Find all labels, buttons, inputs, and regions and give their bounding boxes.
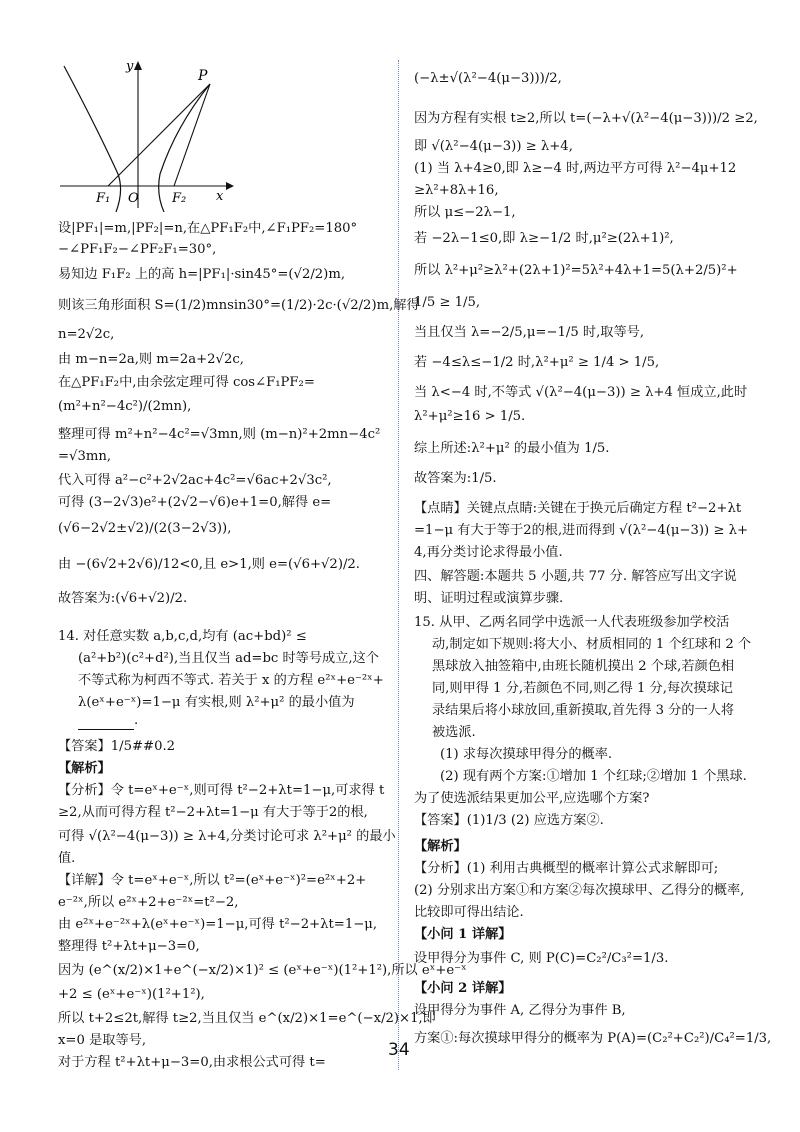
text-line: 为了使选派结果更加公平,应选哪个方案? — [414, 791, 650, 806]
text-line: 被选派. — [432, 725, 476, 740]
text-line: 即 √(λ²−4(μ−3)) ≥ λ+4, — [414, 139, 573, 154]
text-line: (a²+b²)(c²+d²),当且仅当 ad=bc 时等号成立,这个 — [78, 651, 379, 666]
text-line: 4,再分类讨论求得最小值. — [414, 545, 563, 560]
answer-blank-line: . — [78, 712, 138, 730]
text-line: 明、证明过程或演算步骤. — [414, 591, 564, 606]
text-line: 【小问 1 详解】 — [414, 927, 512, 942]
text-line: 四、解答题:本题共 5 小题,共 77 分. 解答应写出文字说 — [414, 569, 737, 584]
text-line: 【答案】1/5##0.2 — [58, 739, 176, 754]
text-line: 方案①:每次摸球甲得分的概率为 P(A)=(C₂²+C₂²)/C₄²=1/3, — [414, 1031, 772, 1046]
text-line: (m²+n²−4c²)/(2mn), — [58, 399, 192, 414]
text-line: 比较即可得出结论. — [414, 905, 524, 920]
x-axis-label: x — [216, 189, 224, 204]
origin-label: O — [128, 191, 139, 206]
text-line: 当 λ<−4 时,不等式 √(λ²−4(μ−3)) ≥ λ+4 恒成立,此时 — [414, 385, 748, 400]
text-line: 所以 t+2≤2t,解得 t≥2,当且仅当 e^(x/2)×1=e^(−x/2)×1,即 — [58, 1011, 436, 1026]
text-line: 黑球放入抽签箱中,由班长随机摸出 2 个球,若颜色相 — [432, 659, 735, 674]
text-line: 故答案为:(√6+√2)/2. — [58, 591, 188, 606]
text-line: 15. 从甲、乙两名同学中选派一人代表班级参加学校活 — [414, 615, 730, 630]
text-line: 代入可得 a²−c²+2√2ac+4c²=√6ac+2√3c², — [58, 473, 332, 488]
hyperbola-left-branch — [64, 66, 121, 212]
text-line: 由 −(6√2+2√6)/12<0,且 e>1,则 e=(√6+√2)/2. — [58, 557, 360, 572]
text-line: 所以 λ²+μ²≥λ²+(2λ+1)²=5λ²+4λ+1=5(λ+2/5)²+ — [414, 263, 738, 278]
text-line: 设|PF₁|=m,|PF₂|=n,在△PF₁F₂中,∠F₁PF₂=180° — [58, 221, 358, 236]
text-line: e⁻²ˣ,所以 e²ˣ+2+e⁻²ˣ=t²−2, — [58, 895, 239, 910]
text-line: +2 ≤ (eˣ+e⁻ˣ)(1²+1²), — [58, 987, 205, 1002]
text-line: 值. — [58, 851, 76, 866]
answer-blank — [78, 717, 134, 730]
text-line: x=0 是取等号, — [58, 1033, 147, 1048]
text-line: 故答案为:1/5. — [414, 471, 497, 486]
text-line: −∠PF₁F₂−∠PF₂F₁=30°, — [58, 242, 217, 257]
text-line: 整理可得 m²+n²−4c²=√3mn,则 (m−n)²+2mn−4c² — [58, 427, 381, 442]
text-line: 同,则甲得 1 分,若颜色不同,则乙得 1 分,每次摸球记 — [432, 681, 733, 696]
text-line: 不等式称为柯西不等式. 若关于 x 的方程 e²ˣ+e⁻²ˣ+ — [78, 673, 384, 688]
text-line: (2) 现有两个方案:①增加 1 个红球;②增加 1 个黑球. — [440, 769, 747, 784]
text-line: 【解析】 — [58, 761, 111, 776]
hyperbola-figure — [56, 56, 246, 212]
text-line: 当且仅当 λ=−2/5,μ=−1/5 时,取等号, — [414, 325, 645, 340]
text-line: 所以 μ≤−2λ−1, — [414, 205, 516, 220]
text-line: 设甲得分为事件 C, 则 P(C)=C₂²/C₃²=1/3. — [414, 951, 669, 966]
text-line: 【分析】(1) 利用古典概型的概率计算公式求解即可; — [414, 861, 719, 876]
text-line: =1−μ 有大于等于2的根,进而得到 √(λ²−4(μ−3)) ≥ λ+ — [414, 523, 749, 538]
text-line: 因为 (e^(x/2)×1+e^(−x/2)×1)² ≤ (eˣ+e⁻ˣ)(1²+1²),所以 eˣ+e⁻ˣ — [58, 963, 467, 978]
text-line: =√3mn, — [58, 449, 112, 464]
text-line: 对于方程 t²+λt+μ−3=0,由求根公式可得 t= — [58, 1055, 326, 1070]
text-line: n=2√2c, — [58, 327, 115, 342]
focus-f2-label: F₂ — [172, 191, 187, 206]
text-line: 动,制定如下规则:将大小、材质相同的 1 个红球和 2 个 — [432, 637, 752, 652]
text-line: 易知边 F₁F₂ 上的高 h=|PF₁|·sin45°=(√2/2)m, — [58, 267, 346, 282]
text-line: 14. 对任意实数 a,b,c,d,均有 (ac+bd)² ≤ — [58, 629, 307, 644]
text-line: 【详解】令 t=eˣ+e⁻ˣ,所以 t²=(eˣ+e⁻ˣ)²=e²ˣ+2+ — [58, 873, 367, 888]
text-line: 若 −4≤λ≤−1/2 时,λ²+μ² ≥ 1/4 > 1/5, — [414, 355, 660, 370]
text-line: (1) 当 λ+4≥0,即 λ≥−4 时,两边平方可得 λ²−4μ+12 — [414, 161, 737, 176]
text-line: (√6−2√2±√2)/(2(3−2√3)), — [58, 521, 232, 536]
text-line: 整理得 t²+λt+μ−3=0, — [58, 939, 200, 954]
text-line: 由 e²ˣ+e⁻²ˣ+λ(eˣ+e⁻ˣ)=1−μ,可得 t²−2+λt=1−μ, — [58, 917, 378, 932]
text-line: 【点睛】关键点点睛:关键在于换元后确定方程 t²−2+λt — [414, 501, 742, 516]
text-line: 因为方程有实根 t≥2,所以 t=(−λ+√(λ²−4(μ−3)))/2 ≥2, — [414, 111, 758, 126]
text-line: λ(eˣ+e⁻ˣ)=1−μ 有实根,则 λ²+μ² 的最小值为 — [78, 695, 355, 710]
column-divider — [398, 60, 399, 1070]
segment-pf1 — [108, 84, 210, 186]
text-line: 1/5 ≥ 1/5, — [414, 295, 481, 310]
y-axis-label: y — [126, 59, 134, 74]
text-line: (2) 分别求出方案①和方案②每次摸球甲、乙得分的概率, — [414, 883, 745, 898]
text-line: 综上所述:λ²+μ² 的最小值为 1/5. — [414, 441, 610, 456]
text-line: 设甲得分为事件 A, 乙得分为事件 B, — [414, 1003, 626, 1018]
text-line: 【分析】令 t=eˣ+e⁻ˣ,则可得 t²−2+λt=1−μ,可求得 t — [58, 783, 385, 798]
text-line: 可得 (3−2√3)e²+(2√2−√6)e+1=0,解得 e= — [58, 495, 332, 510]
text-line: ≥λ²+8λ+16, — [414, 183, 499, 198]
page-number: 34 — [388, 1040, 410, 1060]
text-line: 【答案】(1)1/3 (2) 应选方案②. — [414, 813, 604, 828]
text-line: 若 −2λ−1≤0,即 λ≥−1/2 时,μ²≥(2λ+1)², — [414, 231, 674, 246]
text-line: (1) 求每次摸球甲得分的概率. — [440, 747, 613, 762]
focus-f1-label: F₁ — [96, 191, 111, 206]
text-line: 在△PF₁F₂中,由余弦定理可得 cos∠F₁PF₂= — [58, 375, 315, 390]
point-p-label: P — [198, 68, 208, 84]
text-line: (−λ±√(λ²−4(μ−3)))/2, — [414, 71, 562, 86]
text-line: 【解析】 — [414, 839, 467, 854]
text-line: ≥2,从而可得方程 t²−2+λt=1−μ 有大于等于2的根, — [58, 805, 368, 820]
text-line: 录结果后将小球放回,重新摸取,首先得 3 分的一人将 — [432, 703, 735, 718]
text-line: 可得 √(λ²−4(μ−3)) ≥ λ+4,分类讨论可求 λ²+μ² 的最小 — [58, 829, 396, 844]
segment-pf2 — [174, 84, 210, 186]
text-line: 【小问 2 详解】 — [414, 981, 512, 996]
text-line: 则该三角形面积 S=(1/2)mnsin30°=(1/2)·2c·(√2/2)m,解得 — [58, 298, 420, 313]
text-line: 由 m−n=2a,则 m=2a+2√2c, — [58, 352, 244, 367]
x-axis-arrow — [226, 182, 234, 190]
y-axis-arrow — [134, 61, 142, 70]
text-line: λ²+μ²≥16 > 1/5. — [414, 409, 526, 424]
